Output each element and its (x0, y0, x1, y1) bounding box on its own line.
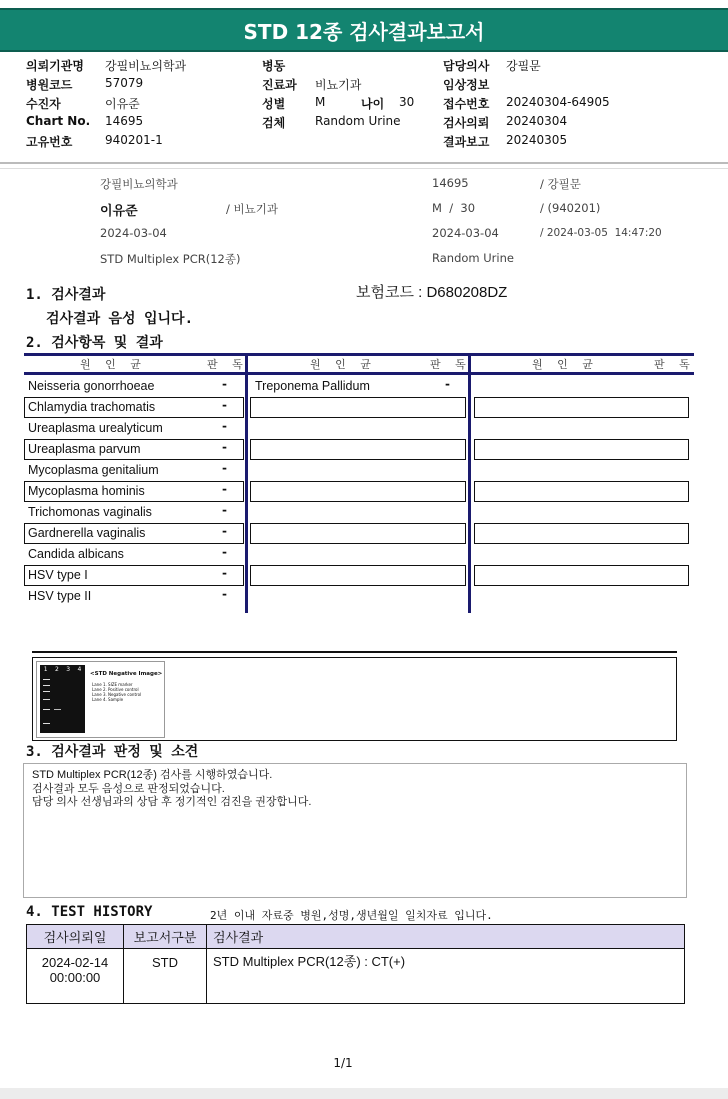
history-date-cell (27, 949, 124, 1004)
gel-top-rule (32, 651, 677, 653)
empty-cell (474, 481, 689, 502)
report-title-text: STD 12종 검사결과보고서 (243, 19, 485, 44)
lane-numbers (40, 665, 85, 673)
pathogen-result: - (222, 566, 227, 580)
header-field (26, 57, 266, 76)
judge-header: 판 독 (654, 358, 696, 371)
sub-test: STD Multiplex PCR(12종) (100, 252, 241, 266)
sub-date2: 2024-03-04 (432, 226, 499, 240)
history-type: STD (124, 949, 207, 1004)
pathogen-list (24, 376, 244, 607)
sub-sex-age: M / 30 (432, 201, 476, 215)
gel-lanes (40, 665, 85, 733)
sub-clinic: 강필비뇨의학과 (100, 177, 178, 191)
opinion-box (23, 763, 687, 898)
gel-title: <STD Negative Image> (90, 671, 163, 677)
field-value: 20240305 (506, 133, 568, 147)
judge-header: 판 독 (430, 358, 472, 371)
field-label: 접수번호 (443, 97, 490, 111)
empty-cell (474, 523, 689, 544)
pathogen-result: - (222, 461, 227, 475)
field-value: 강필비뇨의학과 (105, 59, 187, 73)
pathogen-name: Trichomonas vaginalis (28, 505, 152, 519)
section3-heading: 3. 검사결과 판정 및 소견 (26, 744, 199, 760)
pathogen-result: - (222, 440, 227, 454)
age-value: 30 (399, 95, 415, 109)
col-header: 원 인 균 (80, 358, 147, 371)
history-time: 00:00:00 (49, 970, 101, 985)
field-value: 57079 (105, 76, 144, 90)
pathogen-name: Ureaplasma parvum (28, 442, 141, 456)
table-header-rule (24, 372, 694, 375)
control-band (54, 709, 61, 710)
sub-patient: 이유준 (100, 204, 138, 219)
pathogen-result: - (222, 398, 227, 412)
marker-band (43, 691, 50, 692)
empty-cell (250, 481, 466, 502)
header-col2 (262, 57, 442, 133)
pathogen-result: - (445, 377, 450, 391)
pathogen-name: Candida albicans (28, 547, 124, 561)
page-number: 1/1 (333, 1056, 353, 1070)
empty-cell (474, 397, 689, 418)
table-col-divider (245, 353, 248, 613)
report-title (0, 8, 728, 52)
header-field (443, 57, 713, 76)
history-date: 2024-02-14 (41, 955, 109, 970)
sub-chart: 14695 (432, 176, 469, 190)
field-label: 결과보고 (443, 135, 490, 149)
header-col3 (443, 57, 713, 152)
field-value: 강필문 (506, 59, 541, 73)
header-field (262, 76, 442, 95)
age-label: 나이 (361, 97, 385, 111)
pathogen-name: HSV type I (28, 568, 88, 582)
section4-heading: 4. TEST HISTORY (26, 904, 153, 920)
pathogen-name: Chlamydia trachomatis (28, 400, 156, 414)
header-field (262, 114, 442, 133)
empty-cell (474, 439, 689, 460)
field-value: 14695 (105, 114, 144, 128)
field-label: 임상정보 (443, 78, 490, 92)
marker-band (43, 685, 50, 686)
pathogen-result: - (222, 419, 227, 433)
opinion-line: 담당 의사 선생님과의 상담 후 정기적인 검진을 권장합니다. (32, 796, 312, 808)
table-row (24, 376, 244, 397)
field-label: 담당의사 (443, 59, 490, 73)
section2-heading: 2. 검사항목 및 결과 (26, 335, 163, 351)
pathogen-name: Ureaplasma urealyticum (28, 421, 163, 435)
pathogen-name: HSV type II (28, 589, 92, 603)
table-row (24, 397, 244, 418)
history-col-header: 검사의뢰일 (27, 925, 124, 949)
legend-item: Lane 1. SIZE marker (92, 682, 133, 687)
pathogen-result: - (222, 482, 227, 496)
field-label: 수진자 (26, 97, 61, 111)
header-field (26, 114, 266, 133)
table-row (24, 586, 244, 607)
empty-cell (250, 439, 466, 460)
pathogen-name: Mycoplasma genitalium (28, 463, 159, 477)
field-value: 20240304-64905 (506, 95, 610, 109)
table-row (24, 502, 244, 523)
sub-id: / (940201) (540, 201, 601, 215)
table-row (24, 460, 244, 481)
history-note: 2년 이내 자료중 병원,성명,생년월일 일치자료 입니다. (210, 909, 493, 922)
legend-item: Lane 2. Positive control (92, 687, 139, 692)
history-row (27, 949, 685, 1004)
history-header-row (27, 925, 685, 949)
header-field (262, 57, 442, 76)
pathogen-result: - (222, 503, 227, 517)
sub-datetime: / 2024-03-05 14:47:20 (540, 227, 662, 239)
footer-strip (0, 1088, 728, 1099)
field-label: 진료과 (262, 78, 297, 92)
header-field (262, 95, 442, 114)
sub-doctor: / 강필문 (540, 177, 581, 191)
pathogen-name: Neisseria gonorrhoeae (28, 379, 155, 393)
header-field (26, 76, 266, 95)
field-label: 병동 (262, 59, 286, 73)
empty-cell (474, 565, 689, 586)
field-label: 고유번호 (26, 135, 73, 149)
marker-band (43, 679, 50, 680)
table-col-divider (468, 353, 471, 613)
history-result: STD Multiplex PCR(12종) : CT(+) (207, 949, 685, 1004)
header-col1 (26, 57, 266, 152)
col-header: 원 인 균 (310, 358, 377, 371)
header-field (443, 133, 713, 152)
sub-specimen: Random Urine (432, 251, 514, 265)
lane-number: 1 (43, 666, 48, 673)
field-label: 병원코드 (26, 78, 73, 92)
col-header: 원 인 균 (532, 358, 599, 371)
lane-number: 2 (54, 666, 59, 673)
judge-header: 판 독 (207, 358, 249, 371)
sub-dept: / 비뇨기과 (226, 202, 278, 216)
pathogen-result: - (222, 545, 227, 559)
result-summary: 검사결과 음성 입니다. (46, 311, 194, 327)
pathogen-result: - (222, 587, 227, 601)
field-label: Chart No. (26, 114, 91, 128)
pathogen-result: - (222, 377, 227, 391)
field-value: 비뇨기과 (315, 78, 362, 92)
table-row (24, 523, 244, 544)
field-value: M (315, 95, 326, 109)
empty-cell (250, 565, 466, 586)
field-value: Random Urine (315, 114, 401, 128)
header-field (26, 133, 266, 152)
lane-number: 4 (77, 666, 82, 673)
opinion-line: STD Multiplex PCR(12종) 검사를 시행하였습니다. (32, 769, 273, 781)
history-col-header: 검사결과 (207, 925, 685, 949)
header-divider (0, 162, 728, 164)
empty-cell (250, 397, 466, 418)
opinion-line: 검사결과 모두 음성으로 판정되었습니다. (32, 782, 225, 795)
legend-item: Lane 3. Negative control (92, 692, 142, 697)
sub-date1: 2024-03-04 (100, 226, 167, 240)
header-field (443, 76, 713, 95)
gel-legend (92, 682, 141, 702)
lane-number: 3 (66, 666, 71, 673)
marker-band (43, 699, 50, 700)
header-field (443, 95, 713, 114)
field-value: 20240304 (506, 114, 568, 128)
pathogen-result: - (222, 524, 227, 538)
section1-heading: 1. 검사결과 (26, 287, 106, 303)
history-table (26, 924, 685, 1004)
history-col-header: 보고서구분 (124, 925, 207, 949)
empty-cell (250, 523, 466, 544)
marker-band (43, 709, 50, 710)
table-row (24, 418, 244, 439)
field-label: 검체 (262, 116, 286, 130)
header-divider-2 (0, 168, 728, 169)
field-value: 이유준 (105, 97, 140, 111)
table-row (24, 544, 244, 565)
gel-frame (32, 657, 677, 741)
pathogen-name: Treponema Pallidum (255, 379, 370, 393)
pathogen-name: Mycoplasma hominis (28, 484, 145, 498)
header-field (26, 95, 266, 114)
gel-image (36, 661, 165, 738)
table-row (24, 481, 244, 502)
header-field (443, 114, 713, 133)
legend-item: Lane 4. Sample (92, 697, 124, 702)
field-value: 940201-1 (105, 133, 163, 147)
table-row (24, 565, 244, 586)
field-label: 의뢰기관명 (26, 59, 84, 73)
marker-band (43, 723, 50, 724)
field-label: 검사의뢰 (443, 116, 490, 130)
field-label: 성별 (262, 97, 286, 111)
pathogen-name: Gardnerella vaginalis (28, 526, 146, 540)
insurance-code: 보험코드 : D680208DZ (356, 284, 508, 301)
table-row (24, 439, 244, 460)
